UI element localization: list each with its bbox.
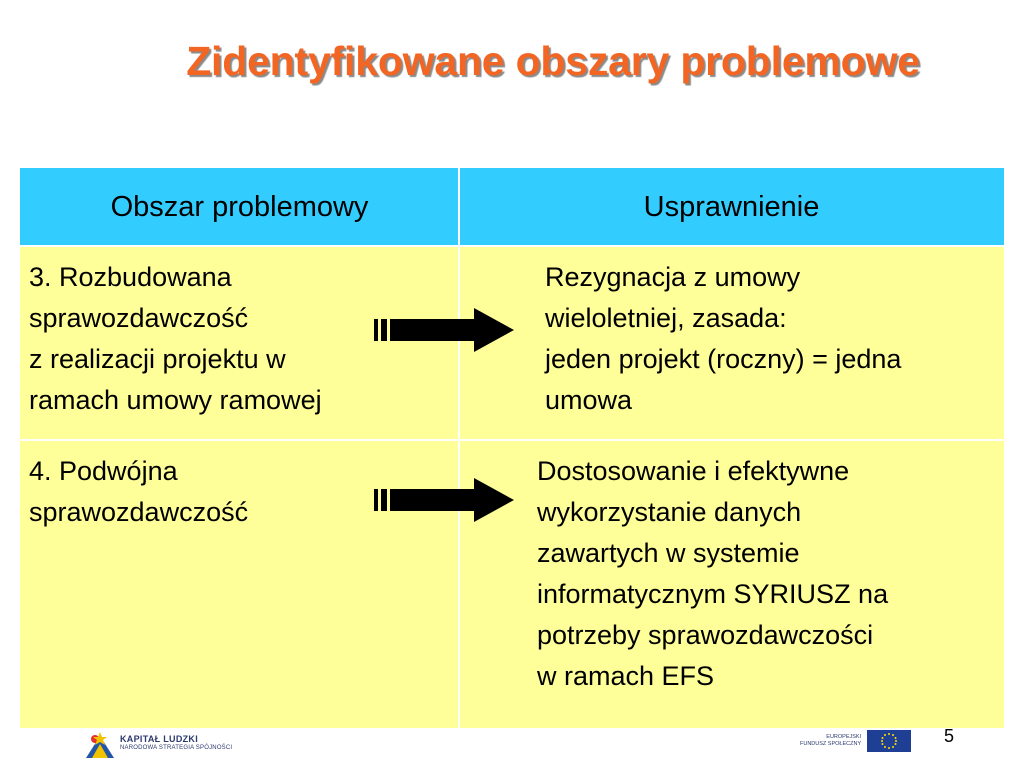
column-divider (458, 168, 460, 728)
improvement-cell-text: Dostosowanie i efektywne wykorzystanie danych zawartych w systemie informatycznym SYRIUSZ na potrzeby sprawozdawczości w ramach EFS (537, 456, 889, 691)
header-problem-area: Obszar problemowy (20, 168, 459, 246)
problem-cell-text: 4. Podwójna sprawozdawczość (29, 456, 249, 527)
improvement-cell-text: Rezygnacja z umowy wieloletniej, zasada: jeden projekt (roczny) = jedna umowa (545, 262, 902, 415)
problem-cell-text: 3. Rozbudowana sprawozdawczość z realizacji projektu w ramach umowy ramowej (29, 262, 322, 415)
kapital-ludzki-logo (86, 728, 232, 760)
efs-logo (800, 730, 911, 752)
page-number: 5 (944, 726, 955, 746)
efs-line1: EUROPEJSKI (826, 734, 862, 740)
slide-title: Zidentyfikowane obszary problemowe (186, 38, 920, 84)
header-improvement: Usprawnienie (459, 168, 1004, 246)
efs-line2: FUNDUSZ SPOŁECZNY (800, 741, 862, 747)
problem-table (20, 168, 1004, 728)
row-divider (20, 245, 1004, 247)
right-arrow-icon (374, 478, 514, 522)
kapital-ludzki-logo-icon (86, 730, 114, 758)
kapital-ludzki-subtitle: NARODOWA STRATEGIA SPÓJNOŚCI (120, 745, 233, 751)
kapital-ludzki-title: KAPITAŁ LUDZKI (120, 734, 199, 744)
eu-flag-icon (867, 730, 911, 752)
row-divider (20, 439, 1004, 441)
right-arrow-icon (374, 308, 514, 352)
